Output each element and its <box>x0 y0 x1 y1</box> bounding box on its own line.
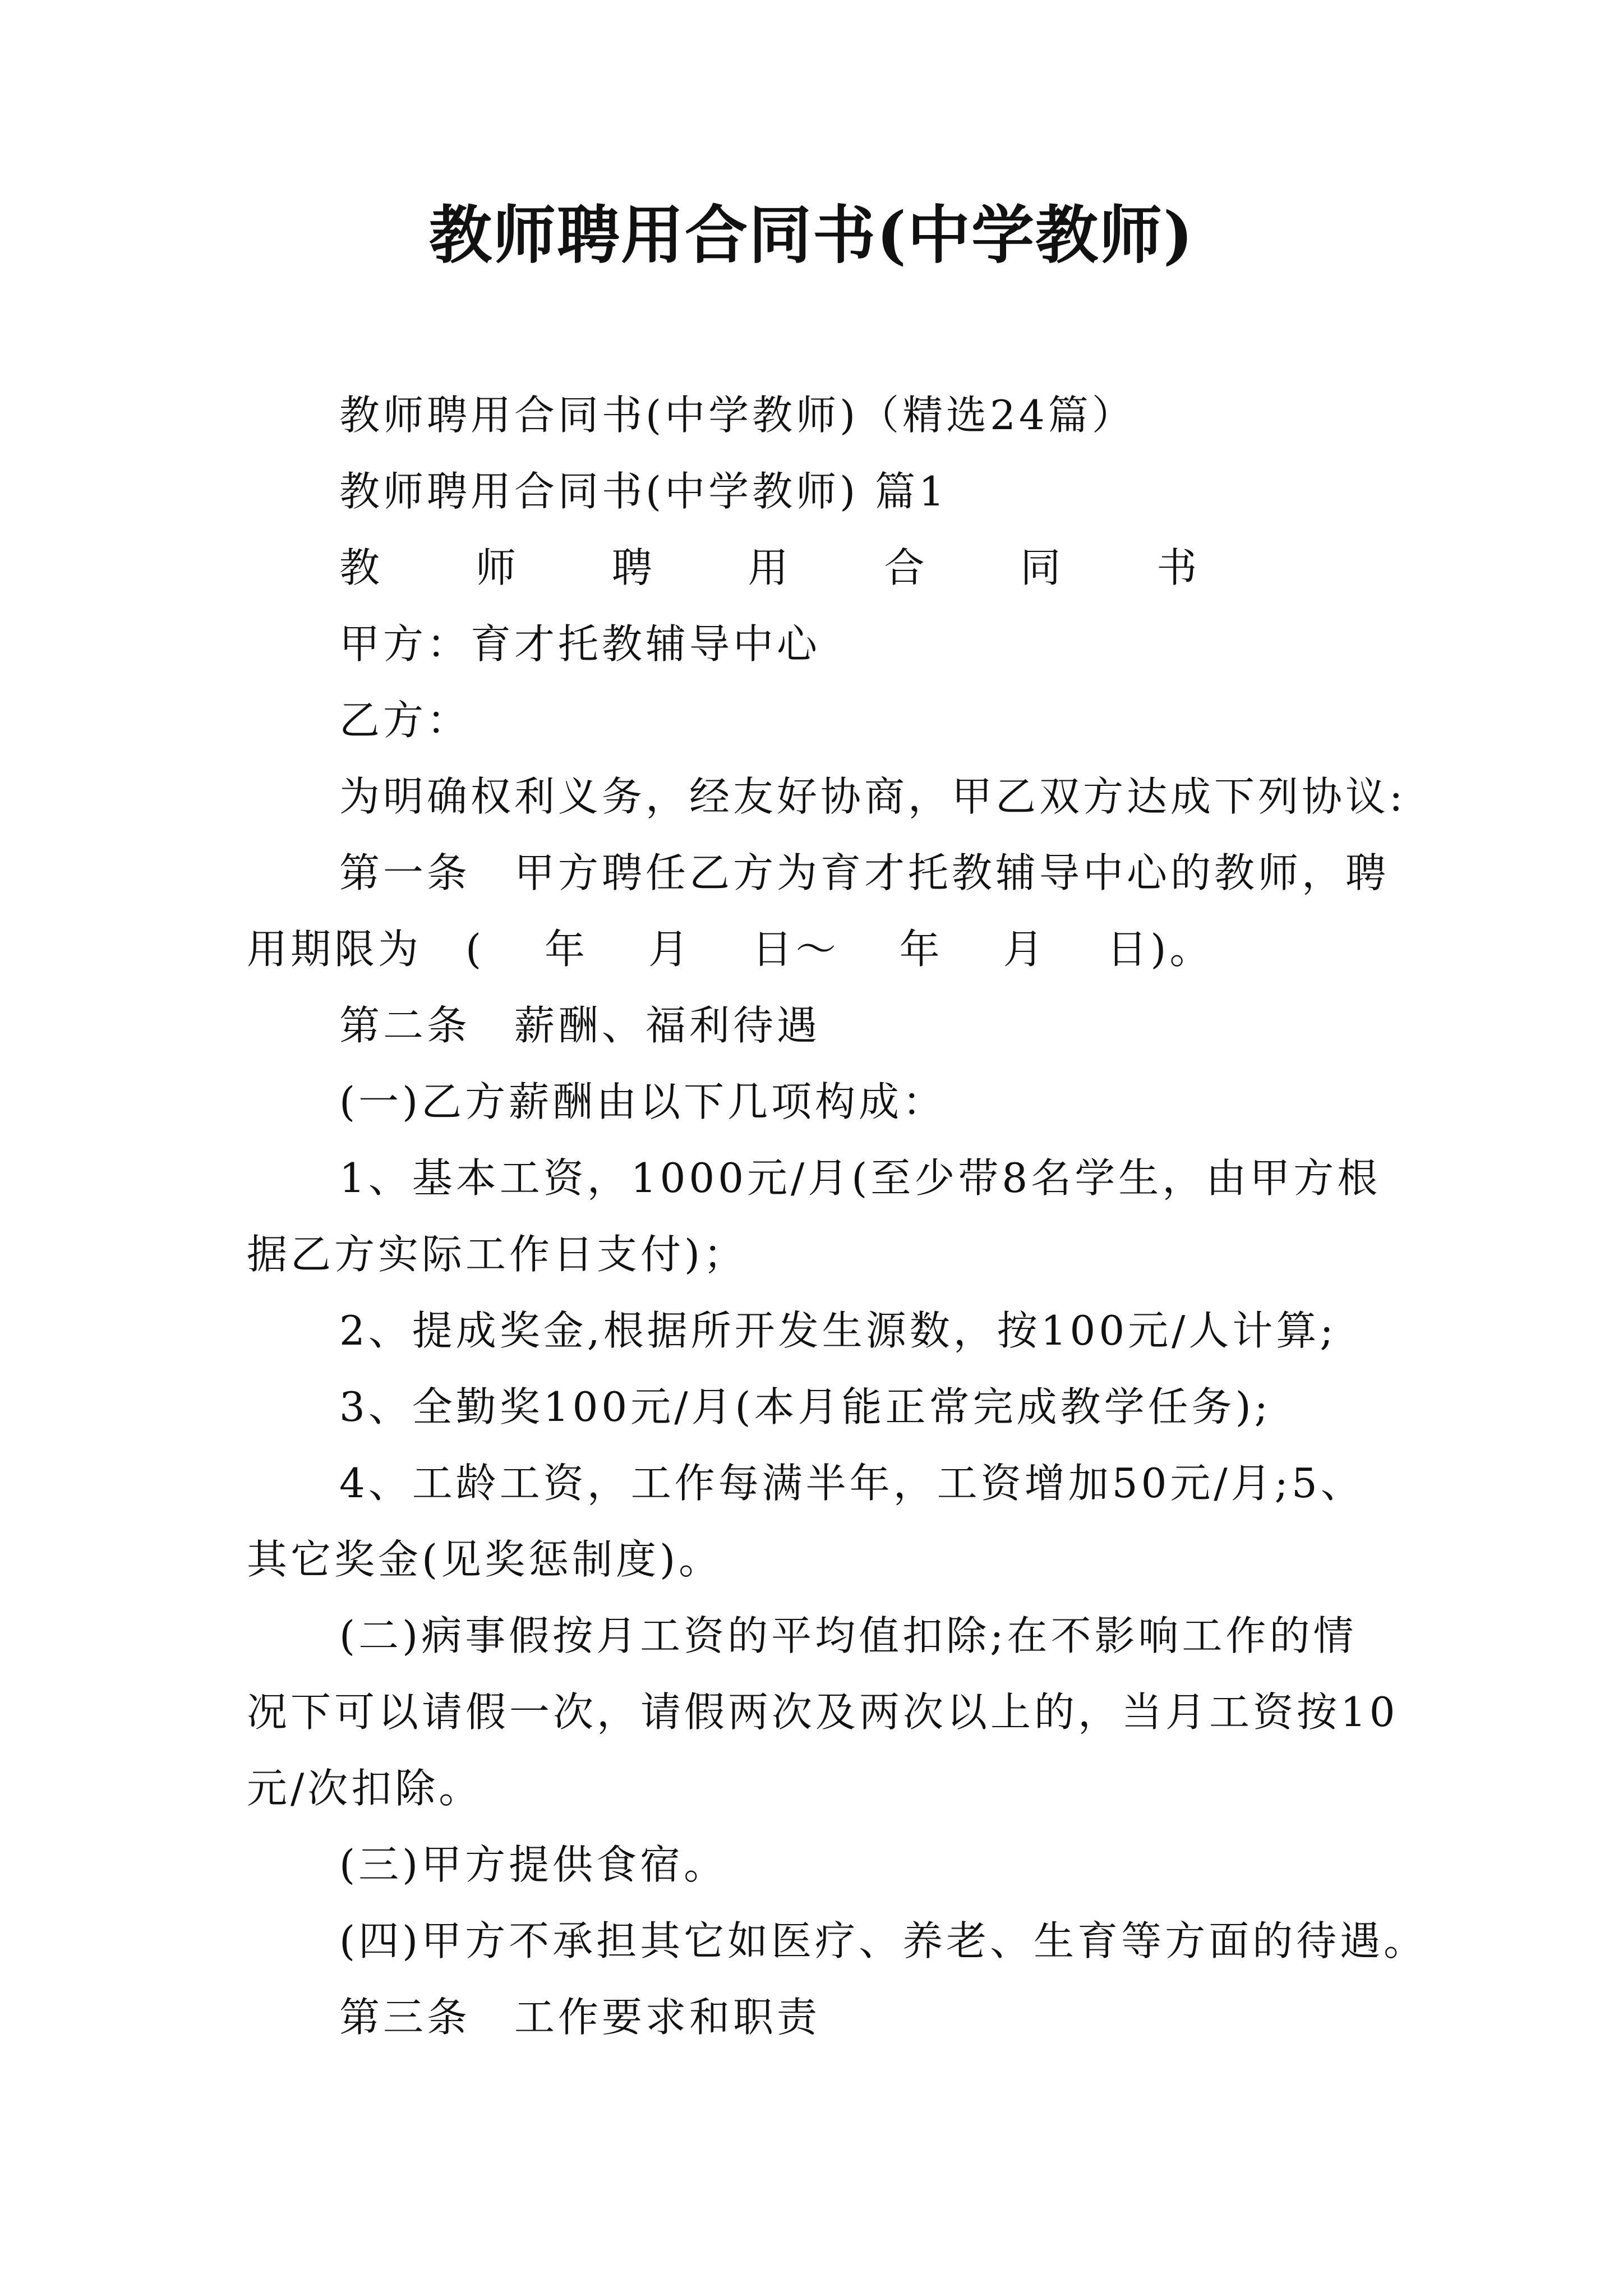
paragraph-line: 4、工龄工资，工作每满半年，工资增加50元/月;5、 <box>339 1460 1364 1507</box>
party-b-line: 乙方： <box>339 697 471 744</box>
section-heading: 教师聘用合同书(中学教师) 篇1 <box>339 468 948 515</box>
paragraph-line: 为明确权利义务，经友好协商，甲乙双方达成下列协议: <box>339 773 1407 820</box>
paragraph-line: 其它奖金(见奖惩制度)。 <box>247 1536 723 1583</box>
paragraph-line: (一)乙方薪酬由以下几项构成： <box>339 1078 947 1125</box>
paragraph-line: (二)病事假按月工资的平均值扣除;在不影响工作的情 <box>339 1612 1357 1659</box>
paragraph-line: 第二条 薪酬、福利待遇 <box>339 1002 821 1049</box>
paragraph-line: 据乙方实际工作日支付)； <box>247 1231 748 1278</box>
paragraph-line: 3、全勤奖100元/月(本月能正常完成教学任务); <box>339 1383 1271 1430</box>
section-heading: 第三条 工作要求和职责 <box>339 1994 821 2041</box>
subtitle-line: 教师聘用合同书(中学教师)（精选24篇） <box>339 392 1136 439</box>
paragraph-line: 第一条 甲方聘任乙方为育才托教辅导中心的教师，聘 <box>339 849 1390 896</box>
contract-heading: 教 师 聘 用 合 同 书 <box>339 544 1239 591</box>
paragraph-line: 元/次扣除。 <box>247 1765 483 1812</box>
paragraph-line: 况下可以请假一次，请假两次及两次以上的，当月工资按10 <box>247 1688 1399 1736</box>
party-a-line: 甲方：育才托教辅导中心 <box>339 620 821 668</box>
paragraph-line: 用期限为 ( 年 月 日～ 年 月 日)。 <box>247 926 1214 973</box>
paragraph-line: (四)甲方不承担其它如医疗、养老、生育等方面的待遇。 <box>339 1917 1428 1964</box>
paragraph-line: (三)甲方提供食宿。 <box>339 1841 728 1888</box>
paragraph-line: 1、基本工资，1000元/月(至少带8名学生，由甲方根 <box>339 1154 1381 1202</box>
paragraph-line: 2、提成奖金,根据所开发生源数，按100元/人计算; <box>339 1307 1337 1354</box>
document-title: 教师聘用合同书(中学教师) <box>429 199 1194 272</box>
